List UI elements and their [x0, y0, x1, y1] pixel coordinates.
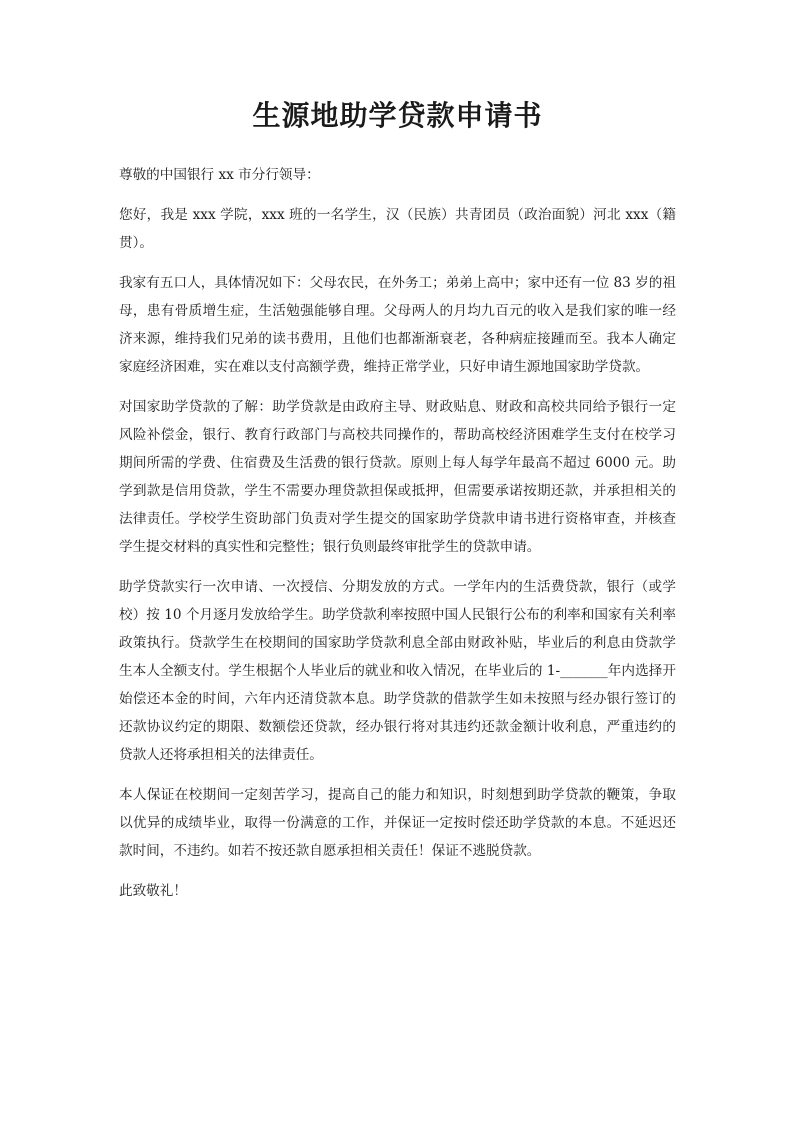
closing-text: 此致敬礼！: [119, 883, 187, 899]
paragraph-family-situation: 我家有五口人，具体情况如下：父母农民，在外务工；弟弟上高中；家中还有一位 83 岁的祖母，患有骨质增生症，生活勉强能够自理。父母两人的月均九百元的收入是我们家的唯一经济来源，维持我们兄弟的读书费用，且他们也都渐渐衰老，各种病症接踵而至。我本人确定家庭经济困难，实在难以支付高额学费，维持正常学业，只好申请生源地国家助学贷款。: [119, 275, 676, 375]
paragraph-loan-understanding: 对国家助学贷款的了解：助学贷款是由政府主导、财政贴息、财政和高校共同给予银行一定风险补偿金，银行、教育行政部门与高校共同操作的，帮助高校经济困难学生支付在校学习期间所需的学费、住宿费及生活费的银行贷款。原则上每人每学年最高不超过 6000 元。助学到款是信用贷款，学生不需要办理贷款担保或抵押，但需要承诺按期还款，并承担相关的法律责任。学校学生资助部门负责对学生提交的国家助学贷款申请书进行资格审查，并核查学生提交材料的真实性和完整性；银行负则最终审批学生的贷款申请。: [119, 399, 676, 555]
document-page: [119, 0, 676, 905]
paragraph-loan-terms: 助学贷款实行一次申请、一次授信、分期发放的方式。一学年内的生活费贷款，银行（或学校）按 10 个月逐月发放给学生。助学贷款利率按照中国人民银行公布的利率和国家有关利率政策执行。贷款学生在校期间的国家助学贷款利息全部由财政补贴，毕业后的利息由贷款学生本人全额支付。学生根据个人毕业后的就业和收入情况，在毕业后的 1-_______年内选择开始偿还本金的时间，六年内还清贷款本息。助学贷款的借款学生如未按照与经办银行签订的还款协议约定的期限、数额偿还贷款，经办银行将对其违约还款金额计收利息，严重违约的贷款人还将承担相关的法律责任。: [119, 579, 676, 763]
document-title: 生源地助学贷款申请书: [252, 99, 543, 132]
salutation: 尊敬的中国银行 xx 市分行领导：: [119, 167, 320, 183]
paragraph-pledge: 本人保证在校期间一定刻苦学习，提高自己的能力和知识，时刻想到助学贷款的鞭策，争取以优异的成绩毕业，取得一份满意的工作，并保证一定按时偿还助学贷款的本息。不延迟还款时间，不违约。如若不按还款自愿承担相关责任！保证不逃脱贷款。: [119, 787, 676, 859]
paragraph-greeting: 您好，我是 xxx 学院，xxx 班的一名学生，汉（民族）共青团员（政治面貌）河北 xxx（籍贯）。: [119, 207, 676, 251]
